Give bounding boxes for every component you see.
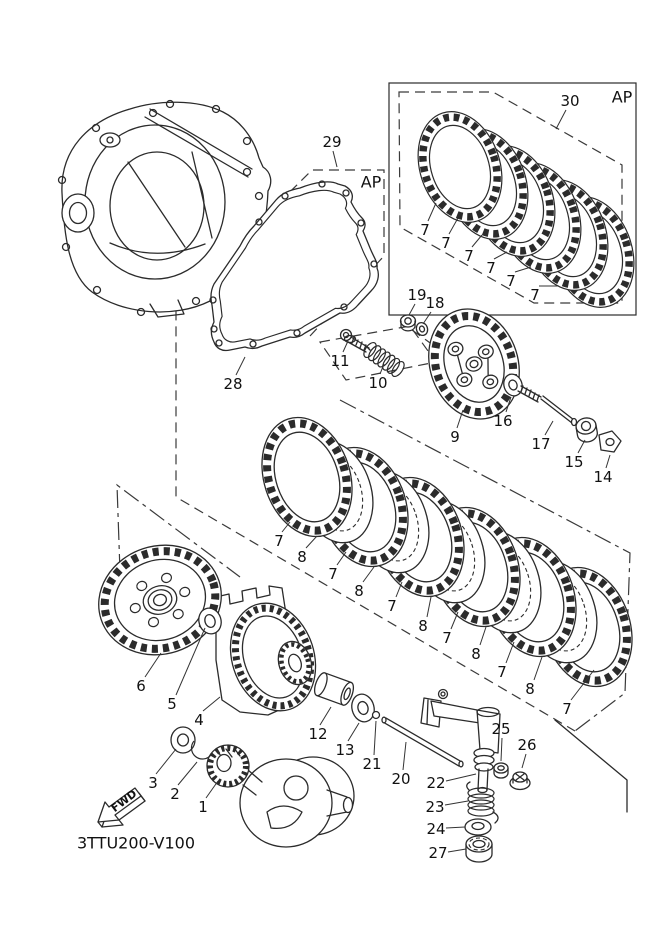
- callout-leader-19-11: [409, 304, 415, 315]
- callout-leader-7-3: [472, 235, 482, 247]
- part-callout-11-9: 11: [330, 352, 350, 370]
- part-callout-6-29: 6: [136, 677, 146, 695]
- callout-leader-20-38: [403, 742, 406, 770]
- part-callout-7-26: 7: [497, 663, 507, 681]
- part-callout-1-34: 1: [198, 798, 208, 816]
- part-callout-7-18: 7: [274, 532, 284, 550]
- callout-leader-7-2: [449, 218, 458, 234]
- part-callout-10-10: 10: [368, 374, 388, 392]
- callout-leader-27-42: [448, 849, 466, 852]
- clutch-basket-drawing: [216, 586, 329, 722]
- ap-label-top: AP: [611, 87, 633, 107]
- callout-leader-13-36: [348, 723, 359, 741]
- return-spring-23: [467, 782, 498, 823]
- callout-leader-7-24: [451, 612, 458, 629]
- callout-leader-8-27: [534, 657, 542, 680]
- part-callout-15-16: 15: [564, 453, 584, 471]
- part-callout-30-0: 30: [560, 92, 580, 110]
- callout-leader-1-34: [206, 781, 218, 798]
- push-rod-20: [382, 717, 463, 767]
- part-callout-7-6: 7: [530, 286, 540, 304]
- ap-label-gasket: AP: [360, 172, 382, 192]
- part-callout-29-7: 29: [322, 133, 342, 151]
- oil-seal-boss: [62, 194, 94, 232]
- callout-leader-7-26: [506, 642, 514, 663]
- part-callout-7-4: 7: [486, 259, 496, 277]
- clutch-spring: [361, 340, 406, 378]
- callout-leader-29-7: [333, 151, 337, 167]
- crankshaft-drawing: [171, 727, 354, 847]
- spacer-12: [312, 671, 356, 707]
- part-callout-7-22: 7: [387, 597, 397, 615]
- part-callout-9-13: 9: [450, 428, 460, 446]
- part-callout-8-23: 8: [418, 617, 428, 635]
- part-callout-4-31: 4: [194, 711, 204, 729]
- seal-25: [494, 763, 508, 778]
- part-callout-20-38: 20: [391, 770, 411, 788]
- callout-leader-24-41: [446, 827, 465, 828]
- part-callout-8-19: 8: [297, 548, 307, 566]
- part-callout-12-35: 12: [308, 725, 328, 743]
- fwd-arrow: [98, 787, 145, 827]
- ball-21: [373, 712, 380, 719]
- part-callout-7-28: 7: [562, 700, 572, 718]
- fwd-label: FWD: [108, 787, 140, 815]
- callout-leader-6-29: [145, 653, 161, 677]
- box-extension-line: [555, 720, 627, 812]
- callout-leader-4-31: [203, 697, 220, 711]
- part-callout-22-39: 22: [426, 774, 446, 792]
- callout-leader-28-8: [236, 357, 245, 375]
- screw-26: [510, 772, 530, 790]
- pressure-plate-assembly: [415, 297, 621, 452]
- part-callout-17-15: 17: [531, 435, 551, 453]
- callout-leader-2-33: [178, 762, 197, 785]
- callout-leader-7-4: [494, 252, 507, 259]
- push-screw: [518, 386, 577, 426]
- part-callout-13-36: 13: [335, 741, 355, 759]
- part-callout-7-20: 7: [328, 565, 338, 583]
- primary-drive-gear: [207, 745, 249, 787]
- part-callout-2-33: 2: [170, 785, 180, 803]
- part-callout-8-21: 8: [354, 582, 364, 600]
- part-callout-8-27: 8: [525, 680, 535, 698]
- callout-leader-8-25: [480, 627, 486, 645]
- oil-seal-27: [466, 836, 492, 862]
- part-callout-7-3: 7: [464, 247, 474, 265]
- part-callout-25-43: 25: [491, 720, 511, 738]
- part-callout-5-30: 5: [167, 695, 177, 713]
- callout-leader-26-44: [522, 754, 526, 768]
- part-callout-21-37: 21: [362, 755, 382, 773]
- callout-leader-14-17: [606, 455, 610, 468]
- part-callout-24-41: 24: [426, 820, 446, 838]
- washer-13: [349, 692, 377, 725]
- part-callout-7-24: 7: [442, 629, 452, 647]
- clutch-boss-drawing: [84, 529, 235, 670]
- hex-nut: [575, 416, 599, 443]
- callout-leader-7-5: [515, 267, 531, 272]
- part-callout-27-42: 27: [428, 844, 448, 862]
- part-callout-23-40: 23: [425, 798, 445, 816]
- pressure-plate: [415, 297, 533, 431]
- callout-leader-8-21: [363, 567, 374, 582]
- callout-leader-17-15: [545, 421, 553, 435]
- callout-leader-23-40: [445, 801, 468, 805]
- nut: [401, 315, 416, 331]
- part-callout-8-25: 8: [471, 645, 481, 663]
- callout-leader-22-39: [446, 774, 476, 781]
- callout-leader-7-1: [428, 203, 436, 221]
- callout-leader-30-0: [556, 110, 566, 129]
- cone-washer: [599, 431, 621, 452]
- callout-leader-3-32: [156, 749, 176, 774]
- callout-leader-11-9: [343, 341, 348, 352]
- diagram-code: 3TTU200-V100: [77, 833, 196, 853]
- part-callout-28-8: 28: [223, 375, 243, 393]
- washer-24: [465, 819, 491, 835]
- callout-leader-7-20: [337, 552, 346, 565]
- part-callout-26-44: 26: [517, 736, 537, 754]
- part-callout-3-32: 3: [148, 774, 158, 792]
- part-callout-7-2: 7: [441, 234, 451, 252]
- callout-leader-8-19: [306, 536, 317, 548]
- callout-leader-18-12: [423, 312, 431, 324]
- callout-leader-21-37: [374, 721, 376, 755]
- upper-friction-plate-stack: [404, 101, 647, 319]
- part-callout-16-14: 16: [493, 412, 513, 430]
- part-callout-14-17: 14: [593, 468, 613, 486]
- part-callout-18-12: 18: [425, 294, 445, 312]
- part-callout-7-5: 7: [506, 272, 516, 290]
- clutch-spring-assembly: [341, 315, 430, 379]
- part-callout-19-11: 19: [407, 286, 427, 304]
- callout-leader-8-23: [427, 597, 431, 617]
- part-callout-7-1: 7: [420, 221, 430, 239]
- callout-leader-25-43: [501, 738, 502, 761]
- callout-leader-12-35: [320, 707, 331, 725]
- callout-leader-15-16: [578, 440, 585, 453]
